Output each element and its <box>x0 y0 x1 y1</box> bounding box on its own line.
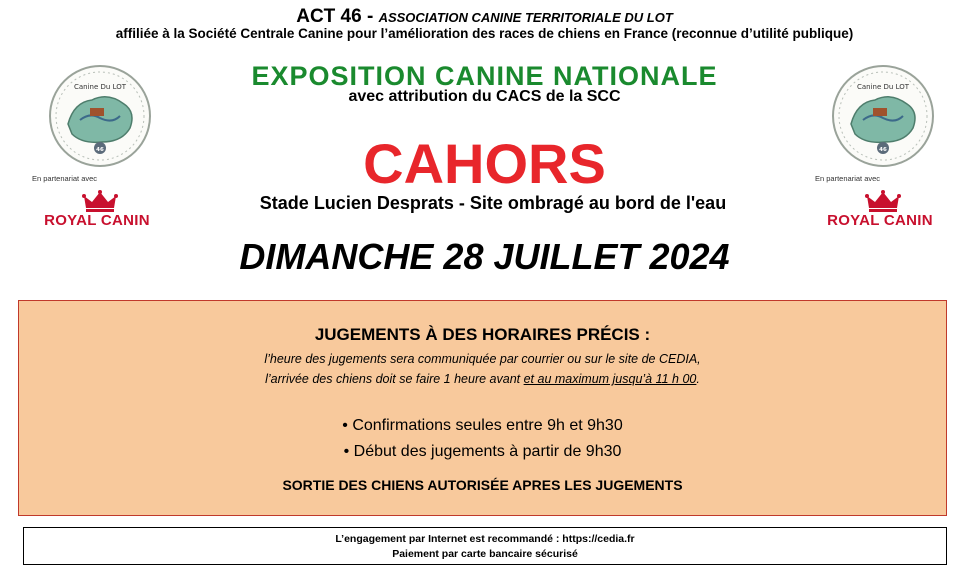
judging-note-2-end: . <box>696 372 700 386</box>
association-name: ASSOCIATION CANINE TERRITORIALE DU LOT <box>378 10 673 25</box>
royal-canin-logo: ROYAL CANIN <box>44 212 150 229</box>
event-date: DIMANCHE 28 JUILLET 2024 <box>239 236 730 277</box>
dog-exit-notice: SORTIE DES CHIENS AUTORISÉE APRES LES JUGEMENTS <box>282 477 683 493</box>
affiliation-text: affiliée à la Société Centrale Canine pour l’amélioration des races de chiens en France (reconnue d’utilité publique) <box>115 26 854 41</box>
royal-canin-logo: ROYAL CANIN <box>827 212 933 229</box>
judging-info-box <box>18 300 947 516</box>
event-title: EXPOSITION CANINE NATIONALE <box>251 61 718 91</box>
partner-label: En partenariat avec <box>815 174 881 183</box>
association-header <box>0 6 969 28</box>
judging-title: JUGEMENTS À DES HORAIRES PRÉCIS : <box>314 325 651 344</box>
partner-label: En partenariat avec <box>32 174 98 183</box>
seal-text: Canine Du LOT <box>856 83 910 91</box>
judging-note-2 <box>19 372 946 386</box>
payment-text: Paiement par carte bancaire sécurisé <box>392 548 578 560</box>
event-city: CAHORS <box>363 132 606 195</box>
seal-number: 46 <box>879 147 887 153</box>
event-venue: Stade Lucien Desprats - Site ombragé au bord de l'eau <box>259 193 727 213</box>
judging-note-2-start: l’arrivée des chiens doit se faire 1 heure avant <box>265 372 524 386</box>
seal-number: 46 <box>96 147 104 153</box>
event-subtitle: avec attribution du CACS de la SCC <box>348 88 621 105</box>
club-code: ACT 46 <box>296 6 362 27</box>
judging-note-1: l’heure des jugements sera communiquée par courrier ou sur le site de CEDIA, <box>264 352 701 366</box>
schedule-bullet-confirmations: • Confirmations seules entre 9h et 9h30 <box>342 417 623 434</box>
seal-text: Canine Du LOT <box>73 83 127 91</box>
header-dash: - <box>361 6 379 27</box>
registration-footer <box>23 527 947 565</box>
judging-note-2-deadline: et au maximum jusqu’à 11 h 00 <box>523 372 697 386</box>
online-registration-text: L’engagement par Internet est recommandé : https://cedia.fr <box>335 533 635 545</box>
schedule-bullet-judging-start: • Début des jugements à partir de 9h30 <box>343 443 622 460</box>
